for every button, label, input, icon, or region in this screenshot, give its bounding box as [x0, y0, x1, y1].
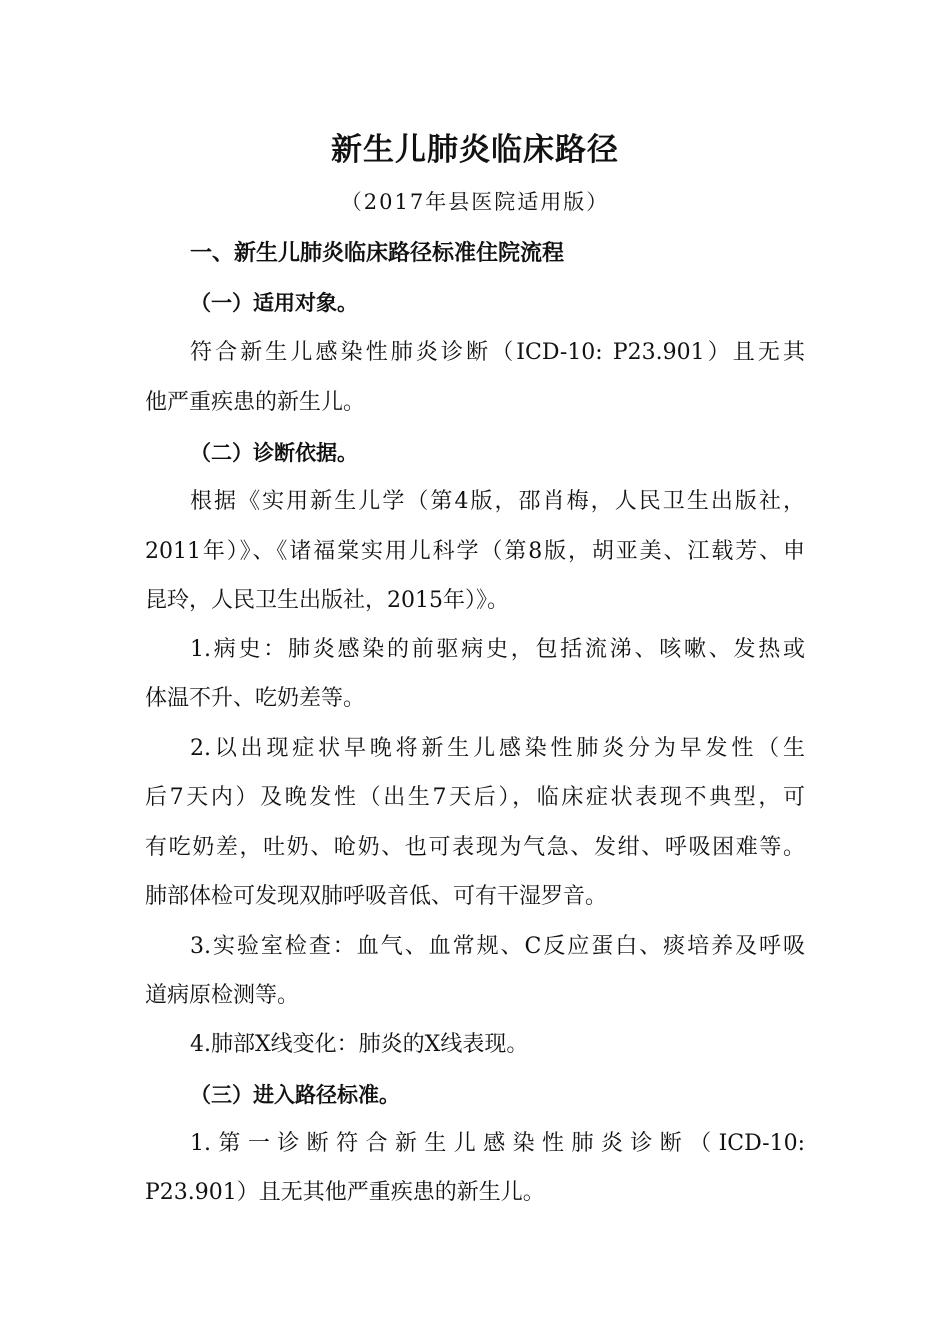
paragraph-line: 2011年）》、《诸福棠实用儿科学（第8版，胡亚美、江载芳、申 [145, 539, 805, 564]
list-item-onset-classification: 2.以出现症状早晚将新生儿感染性肺炎分为早发性（生 [190, 736, 805, 761]
paragraph-line: 昆玲，人民卫生出版社，2015年）》。 [145, 588, 509, 613]
list-item-medical-history: 1.病史：肺炎感染的前驱病史，包括流涕、咳嗽、发热或 [190, 637, 805, 662]
document-subtitle: （2017年县医院适用版） [340, 190, 610, 214]
section-heading-1: 一、新生儿肺炎临床路径标准住院流程 [190, 241, 565, 266]
paragraph-line: 道病原检测等。 [145, 983, 300, 1008]
paragraph-line: P23.901）且无其他严重疾患的新生儿。 [145, 1180, 545, 1205]
list-item-lab-tests: 3.实验室检查：血气、血常规、C反应蛋白、痰培养及呼吸 [190, 934, 805, 959]
paragraph-line: 根据《实用新生儿学（第4版，邵肖梅，人民卫生出版社， [190, 489, 805, 514]
list-item-first-diagnosis: 1.第一诊断符合新生儿感染性肺炎诊断（ICD-10: [190, 1131, 805, 1156]
subsection-heading-diagnosis-basis: （二）诊断依据。 [190, 441, 358, 465]
paragraph-line: 体温不升、吃奶差等。 [145, 686, 366, 711]
document-title: 新生儿肺炎临床路径 [331, 132, 619, 168]
paragraph-line: 他严重疾患的新生儿。 [145, 390, 366, 415]
list-item-xray: 4.肺部X线变化：肺炎的X线表现。 [190, 1032, 529, 1057]
paragraph-line: 符合新生儿感染性肺炎诊断（ICD-10: P23.901）且无其 [190, 340, 805, 365]
paragraph-line: 有吃奶差，吐奶、呛奶、也可表现为气急、发绀、呼吸困难等。 [145, 835, 805, 860]
paragraph-line: 后7天内）及晚发性（出生7天后），临床症状表现不典型，可 [145, 785, 805, 810]
subsection-heading-applicable-subjects: （一）适用对象。 [190, 291, 358, 315]
paragraph-line: 肺部体检可发现双肺呼吸音低、可有干湿罗音。 [145, 884, 608, 909]
subsection-heading-entry-criteria: （三）进入路径标准。 [190, 1083, 400, 1107]
